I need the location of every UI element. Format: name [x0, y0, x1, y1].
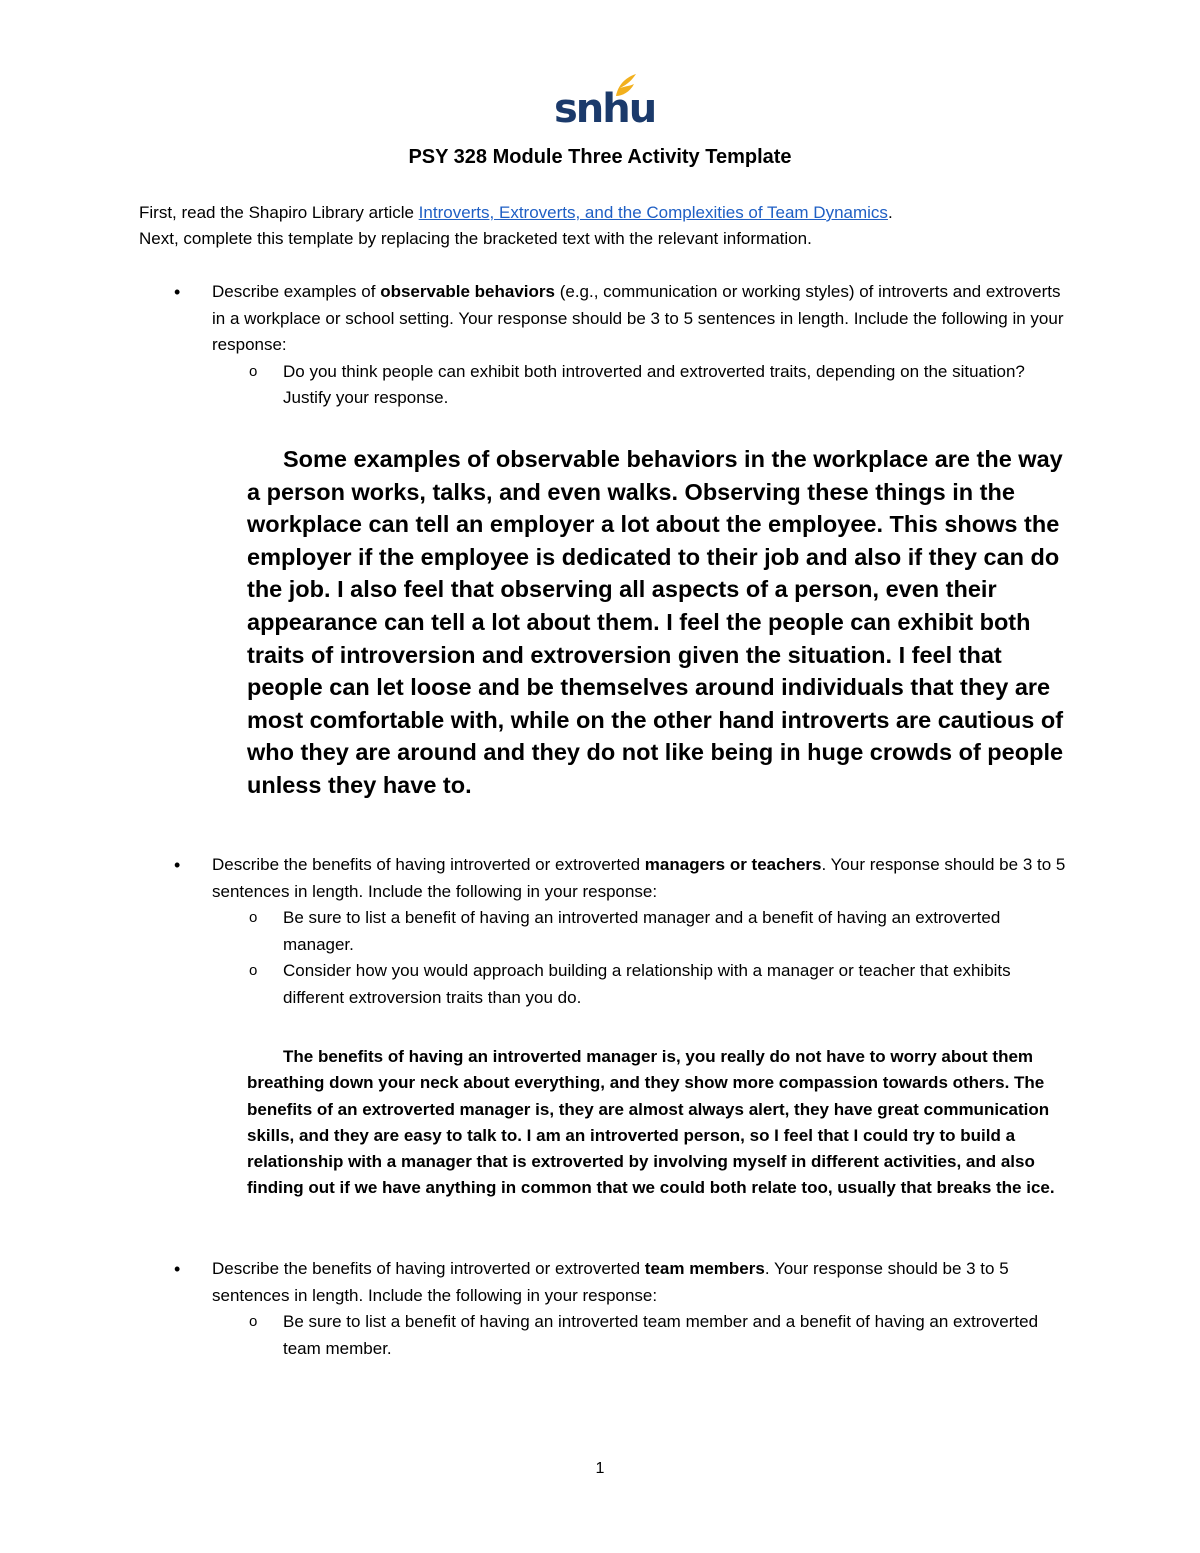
intro-line-2: Next, complete this template by replacing the bracketed text with the relevant information.	[139, 229, 812, 248]
prompt-team-members	[174, 1256, 1072, 1362]
sub-bullet-icon: o	[249, 909, 258, 926]
prompt-text	[212, 279, 1072, 359]
answer-managers-teachers	[247, 1044, 1077, 1202]
prompt-post: . Your response should be 3 to 5 sentences in length. Include the following in your response:	[212, 855, 1066, 901]
sub-item	[212, 905, 1072, 958]
sub-bullet-icon: o	[249, 362, 258, 380]
intro-line-1	[139, 200, 1079, 226]
prompt-pre: Describe examples of	[212, 282, 381, 301]
sub-item	[212, 1309, 1072, 1362]
article-link[interactable]: Introverts, Extroverts, and the Complexities of Team Dynamics	[418, 203, 888, 222]
snhu-logo	[554, 72, 656, 134]
answer-observable-behaviors	[247, 443, 1067, 802]
sub-item-text: Be sure to list a benefit of having an introverted team member and a benefit of having an extroverted team member.	[283, 1312, 1039, 1358]
prompt-pre: Describe the benefits of having introverted or extroverted	[212, 1259, 645, 1278]
bullet-icon: •	[174, 1259, 181, 1279]
intro-text: First, read the Shapiro Library article	[139, 203, 419, 222]
bullet-icon: •	[174, 282, 181, 302]
answer-text: Some examples of observable behaviors in the workplace are the way a person works, talks, and even walks. Observing these things in the workplace can tell an employer a lot about the employee. This shows the employer if the employee is dedicated to their job and also if they can do the job. I also feel that observing all aspects of a person, even their appearance can tell a lot about them. I feel the people can exhibit both traits of introversion and extroversion given the situation. I feel that people can let loose and be themselves around individuals that they are most comfortable with, while on the other hand introverts are cautious of who they are around and they do not like being in huge crowds of people unless they have to.	[247, 446, 1064, 798]
prompt-post: . Your response should be 3 to 5 sentences in length. Include the following in your response:	[212, 1259, 1009, 1305]
sub-item-text: Be sure to list a benefit of having an introverted manager and a benefit of having an extroverted manager.	[283, 908, 1001, 954]
prompt-text	[212, 1256, 1072, 1309]
sub-bullet-icon: o	[249, 962, 258, 979]
intro-paragraph	[139, 200, 1079, 252]
logo-wordmark: snhu	[554, 86, 656, 132]
prompt-bold: observable behaviors	[380, 282, 555, 301]
page-title: PSY 328 Module Three Activity Template	[408, 146, 792, 168]
prompt-pre: Describe the benefits of having introverted or extroverted	[212, 855, 645, 874]
prompt-managers-teachers	[174, 852, 1072, 1011]
prompt-post: (e.g., communication or working styles) of introverts and extroverts in a workplace or school setting. Your response should be 3 to 5 sentences in length. Include the following in your response:	[212, 282, 1064, 354]
prompt-text	[212, 852, 1072, 905]
prompt-bold: managers or teachers	[644, 855, 822, 874]
answer-text: The benefits of having an introverted manager is, you really do not have to worry about them breathing down your neck about everything, and they show more compassion towards others. The benefits of an extroverted manager is, they are almost always alert, they have great communication skills, and they are easy to talk to. I am an introverted person, so I feel that I could try to build a relationship with a manager that is extroverted by involving myself in different activities, and also finding out if we have anything in common that we could both relate too, usually that breaks the ice.	[247, 1047, 1055, 1198]
intro-period: .	[887, 203, 893, 222]
prompt-observable-behaviors	[174, 279, 1072, 412]
sub-item-text: Consider how you would approach building a relationship with a manager or teacher that exhibits different extroversion traits than you do.	[283, 961, 1011, 1007]
sub-bullet-icon: o	[249, 1313, 258, 1330]
sub-item	[212, 958, 1072, 1011]
bullet-icon: •	[174, 855, 181, 875]
sub-item-text: Do you think people can exhibit both introverted and extroverted traits, depending on the situation? Justify your response.	[283, 361, 1025, 407]
page-number: 1	[595, 1460, 605, 1477]
prompt-bold: team members	[644, 1259, 765, 1278]
sub-item	[212, 359, 1072, 412]
